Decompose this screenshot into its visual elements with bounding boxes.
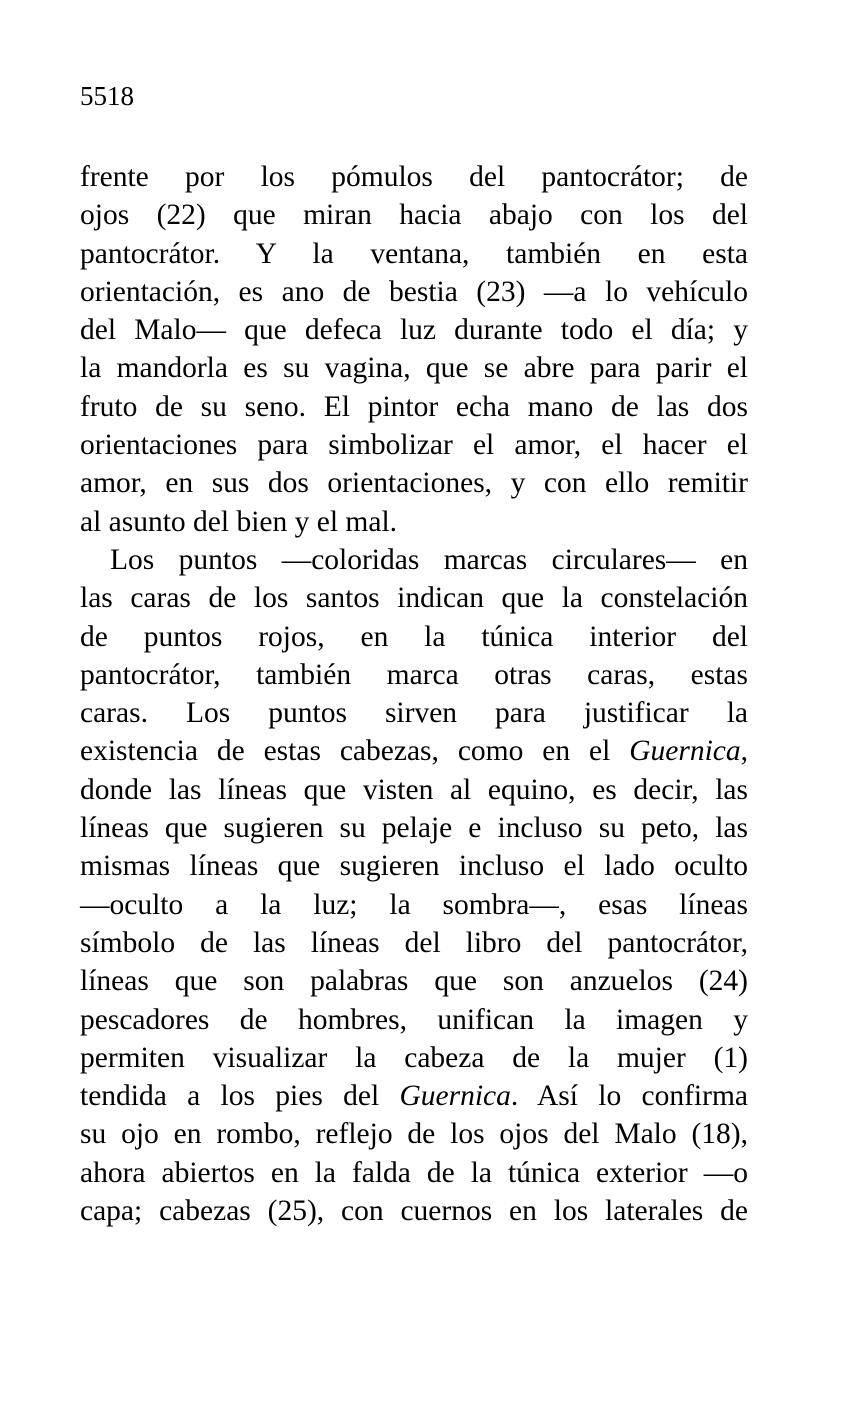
text-segment: mismas líneas que sugieren incluso el lado oculto bbox=[80, 850, 748, 883]
text-line bbox=[80, 656, 748, 694]
text-segment: pescadores de hombres, unifican la imagen y bbox=[80, 1003, 748, 1036]
text-segment: del Malo— que defeca luz durante todo el día; y bbox=[80, 314, 748, 347]
paragraph bbox=[80, 158, 748, 541]
text-line bbox=[80, 771, 748, 809]
text-line bbox=[80, 1192, 748, 1230]
text-line bbox=[80, 694, 748, 732]
text-segment: pantocrátor, también marca otras caras, estas bbox=[80, 658, 748, 691]
text-line bbox=[80, 541, 748, 579]
text-line bbox=[80, 235, 748, 273]
text-segment: existencia de estas cabezas, como en el bbox=[80, 735, 630, 768]
italic-title: Guernica bbox=[629, 735, 741, 768]
text-line bbox=[80, 1115, 748, 1153]
text-line bbox=[80, 426, 748, 464]
text-segment: las caras de los santos indican que la constelación bbox=[80, 582, 748, 615]
text-segment: donde las líneas que visten al equino, es decir, las bbox=[80, 773, 748, 806]
text-segment: al asunto del bien y el mal. bbox=[80, 505, 398, 538]
text-segment: orientación, es ano de bestia (23) —a lo vehículo bbox=[80, 275, 748, 308]
text-segment: orientaciones para simbolizar el amor, el hacer el bbox=[80, 429, 748, 462]
text-segment: líneas que son palabras que son anzuelos (24) bbox=[80, 965, 748, 998]
text-line bbox=[80, 464, 748, 502]
text-segment: amor, en sus dos orientaciones, y con ello remitir bbox=[80, 467, 748, 500]
text-segment: —oculto a la luz; la sombra—, esas líneas bbox=[80, 888, 748, 921]
text-line bbox=[80, 886, 748, 924]
text-segment: capa; cabezas (25), con cuernos en los laterales de bbox=[80, 1195, 748, 1228]
text-segment: símbolo de las líneas del libro del pantocrátor, bbox=[80, 926, 748, 959]
text-segment: pantocrátor. Y la ventana, también en esta bbox=[80, 237, 748, 270]
text-line bbox=[80, 158, 748, 196]
text-segment: su ojo en rombo, reflejo de los ojos del Malo (18), bbox=[80, 1118, 748, 1151]
text-line bbox=[80, 1001, 748, 1039]
text-line bbox=[80, 579, 748, 617]
text-segment: de puntos rojos, en la túnica interior del bbox=[80, 620, 748, 653]
text-line bbox=[80, 1039, 748, 1077]
text-segment: ojos (22) que miran hacia abajo con los del bbox=[80, 199, 748, 232]
text-line bbox=[80, 349, 748, 387]
text-line bbox=[80, 1077, 748, 1115]
text-segment: la mandorla es su vagina, que se abre para parir el bbox=[80, 352, 748, 385]
body-text bbox=[80, 158, 748, 1230]
text-segment: , bbox=[740, 735, 748, 768]
text-segment: permiten visualizar la cabeza de la mujer (1) bbox=[80, 1041, 748, 1074]
text-line bbox=[80, 503, 748, 541]
text-segment: líneas que sugieren su pelaje e incluso su peto, las bbox=[80, 812, 748, 845]
text-line bbox=[80, 618, 748, 656]
text-line bbox=[80, 388, 748, 426]
page-number: 5518 bbox=[80, 81, 134, 111]
text-segment: frente por los pómulos del pantocrátor; de bbox=[80, 161, 748, 193]
text-line bbox=[80, 311, 748, 349]
text-line bbox=[80, 924, 748, 962]
text-line bbox=[80, 273, 748, 311]
text-segment: Los puntos —coloridas marcas circulares— en bbox=[110, 543, 748, 576]
italic-title: Guernica bbox=[399, 1080, 511, 1113]
text-line bbox=[80, 962, 748, 1000]
text-line bbox=[80, 809, 748, 847]
text-segment: tendida a los pies del bbox=[80, 1080, 400, 1113]
text-line bbox=[80, 732, 748, 770]
text-segment: fruto de su seno. El pintor echa mano de las dos bbox=[80, 390, 748, 423]
paragraph bbox=[80, 541, 748, 1230]
text-line bbox=[80, 1154, 748, 1192]
text-line bbox=[80, 847, 748, 885]
text-segment: ahora abiertos en la falda de la túnica exterior —o bbox=[80, 1156, 748, 1189]
text-line bbox=[80, 196, 748, 234]
text-segment: caras. Los puntos sirven para justificar la bbox=[80, 697, 748, 730]
text-segment: . Así lo confirma bbox=[510, 1080, 748, 1113]
